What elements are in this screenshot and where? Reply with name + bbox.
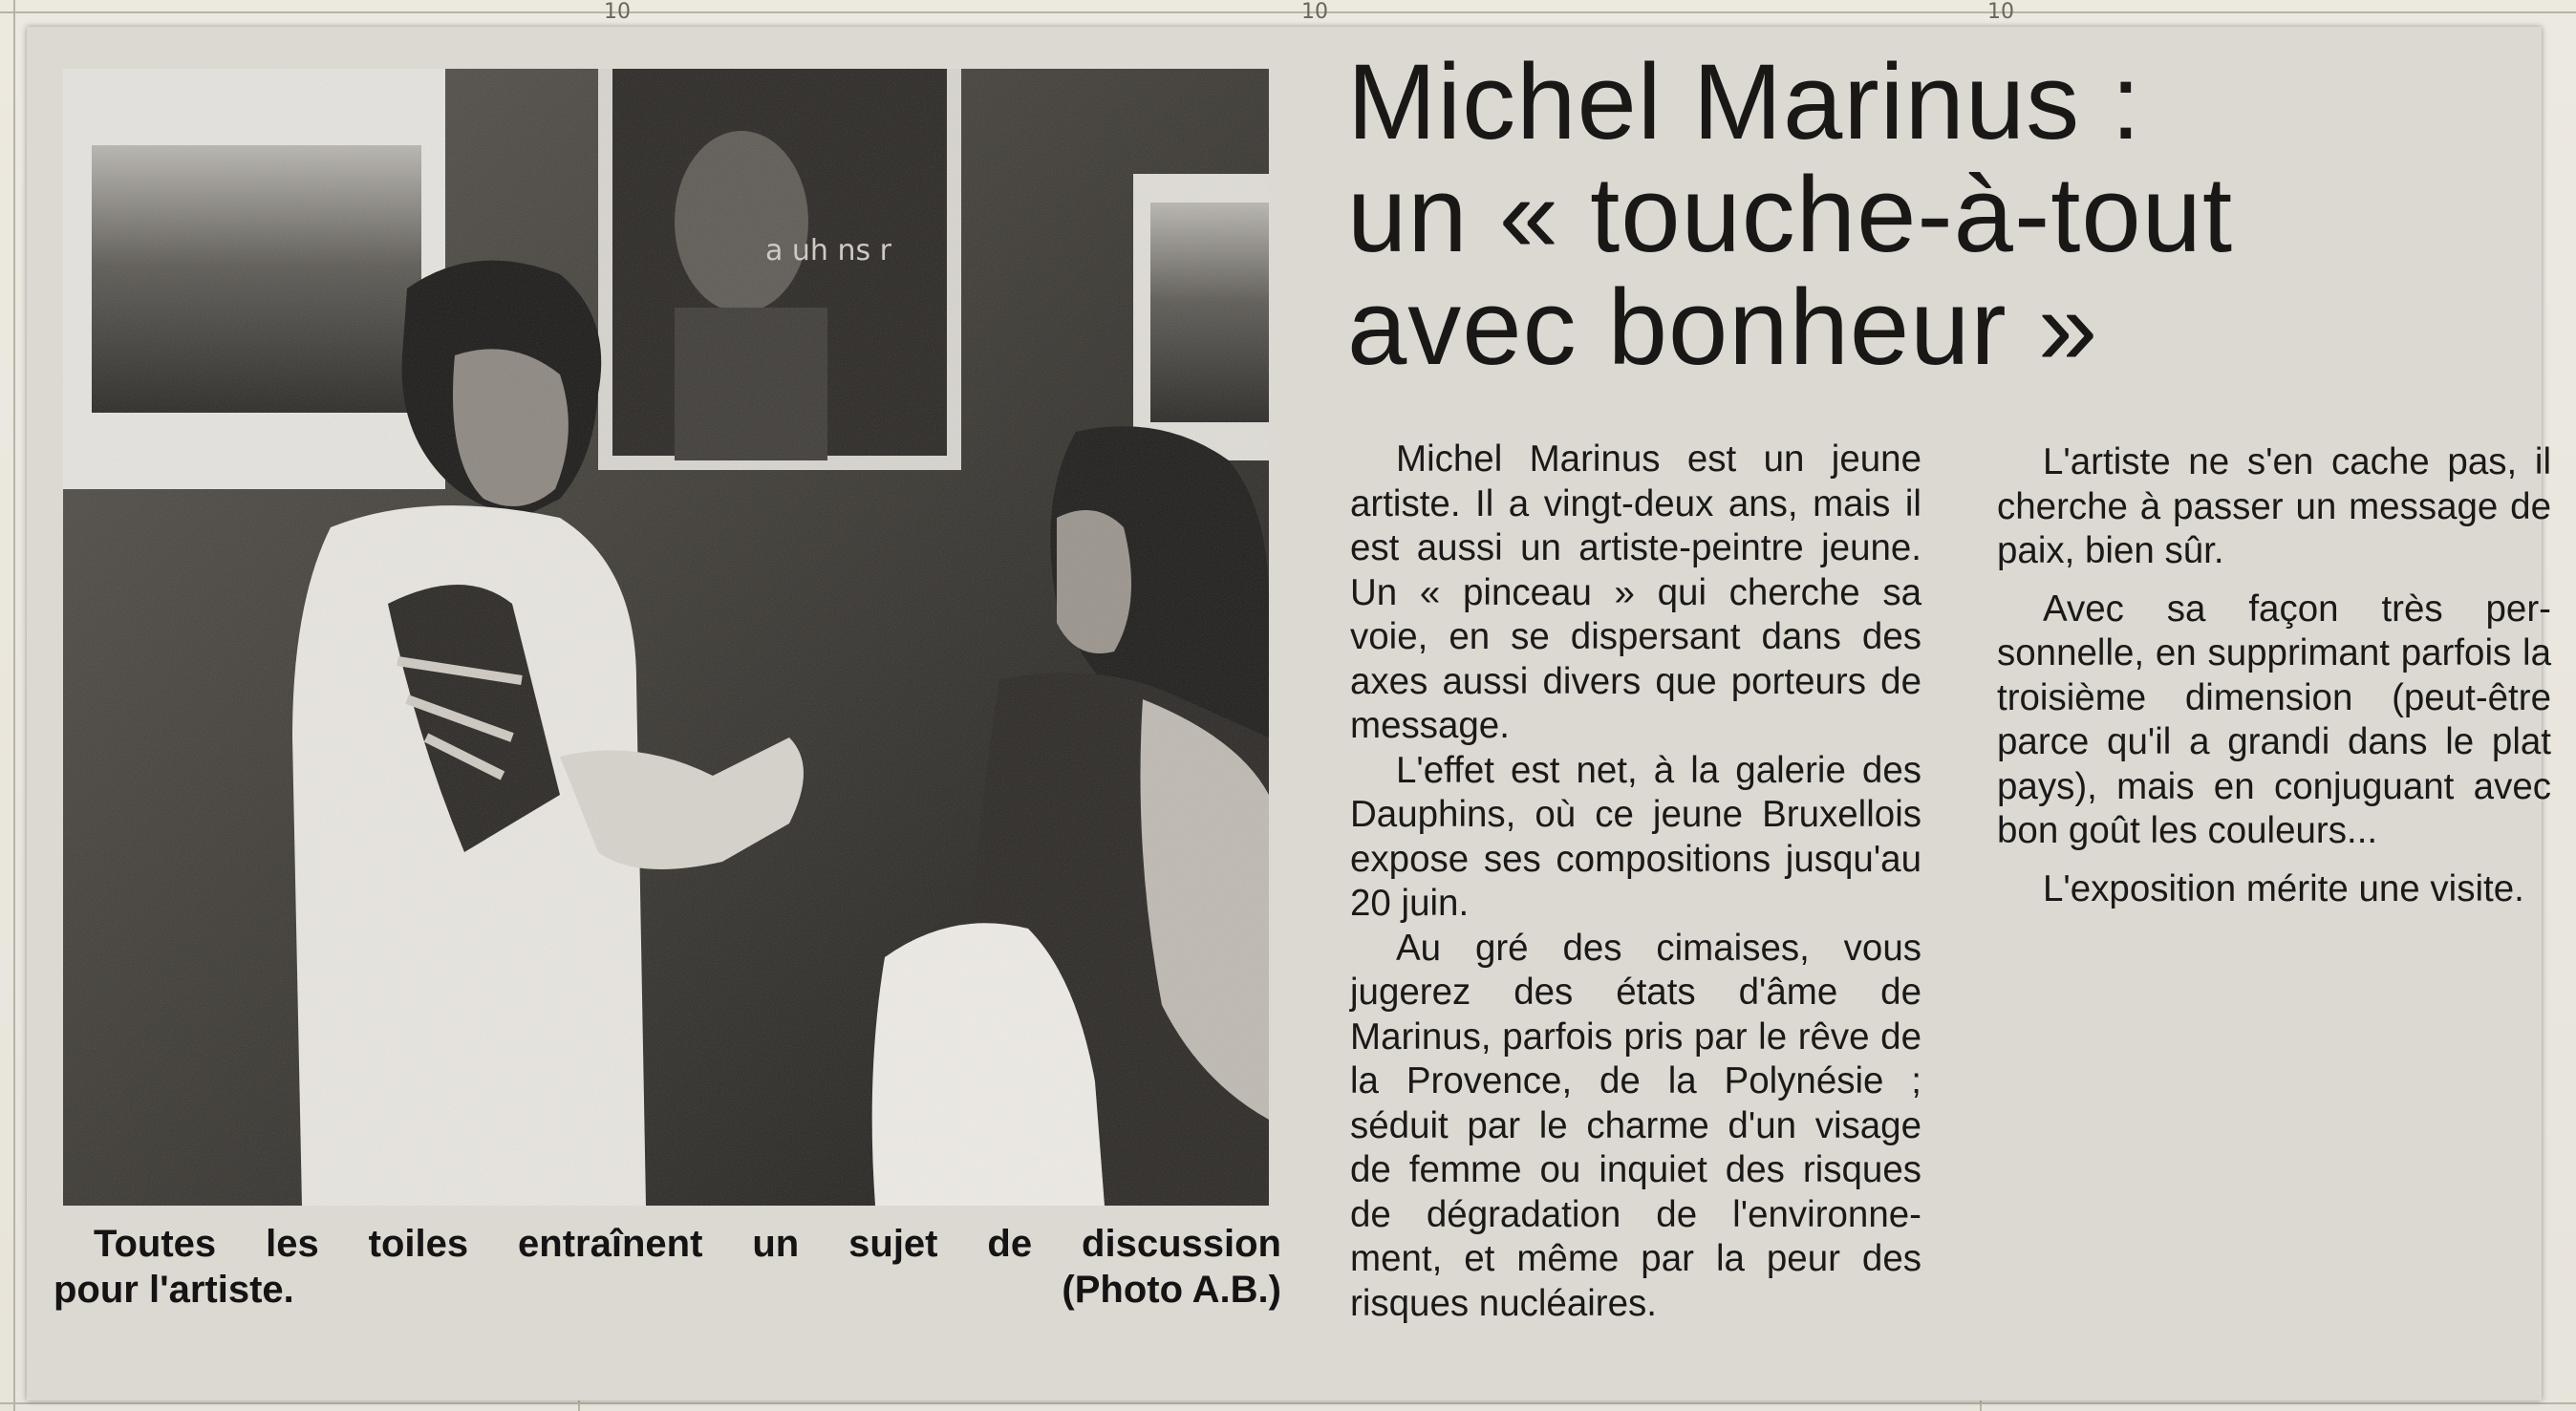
- article-column-1: [1350, 438, 1921, 1326]
- paragraph: Michel Marinus est un jeune artiste. Il a vingt-deux ans, mais il est aussi un artiste-peintre jeune. Un « pinceau » qui cherche sa voie, en se dispersant dans des axes aussi divers que porteurs de message.: [1350, 438, 1921, 746]
- photo-credit: (Photo A.B.): [1062, 1269, 1281, 1311]
- ruler-number: 10: [604, 0, 631, 24]
- paragraph: Au gré des cimaises, vous jugerez des états d'âme de Marinus, parfois pris par le rêve de la Provence, de la Polynésie ; séduit par le charme d'un visage de femme ou inquiet des risques de dégradation de l'environnement, et même par la peur des risques nucléaires.: [1350, 927, 1921, 1324]
- photo-caption: [54, 1221, 1281, 1313]
- paragraph: L'exposition mérite une visite.: [2043, 867, 2524, 909]
- article-headline: [1347, 42, 2522, 387]
- caption-text-end: pour l'artiste.: [54, 1269, 294, 1311]
- headline-line-1: Michel Marinus :: [1347, 42, 2142, 161]
- headline-line-3: avec bonheur »: [1347, 267, 2099, 387]
- paragraph: L'effet est net, à la galerie des Dauphins, où ce jeune Bruxellois expose ses compositions jusqu'au 20 juin.: [1350, 749, 1921, 924]
- ruler-number: 10: [1987, 0, 2014, 24]
- ruler-number: 10: [1301, 0, 1328, 24]
- headline-line-2: un « touche-à-tout: [1347, 155, 2234, 274]
- page-rule-bottom: [0, 1402, 2576, 1404]
- page-rule-left: [13, 0, 15, 1411]
- paragraph: Avec sa façon très personnelle, en supprimant parfois la troisième dimension (peut-être parce qu'il a grandi dans le plat pays), mais en conjuguant avec bon goût les couleurs...: [1997, 588, 2551, 851]
- caption-line-2: [54, 1267, 1281, 1313]
- newspaper-clipping: [27, 27, 2551, 1400]
- article-column-2: [1997, 440, 2551, 911]
- paragraph: L'artiste ne s'en cache pas, il cherche à passer un message de paix, bien sûr.: [1997, 441, 2551, 571]
- article-photo: [63, 69, 1269, 1206]
- page-rule-top: [0, 11, 2576, 13]
- caption-line-1: Toutes les toiles entraînent un sujet de discussion: [94, 1223, 1281, 1265]
